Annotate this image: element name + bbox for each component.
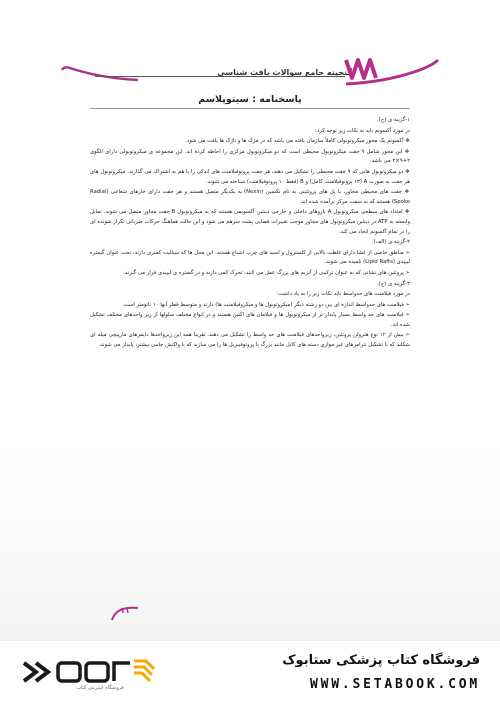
- section-title: پاسخنامه : سیتوپلاسم: [198, 94, 302, 105]
- bullet-item: ❖ این محور شامل ۹ جفت میکروتوبول محیطی است که دو میکروتوبول مرکزی را احاطه کرده اند. این مجموعه ی میکروتوبولی دارای الگوی ۲+۹×۲ می باشد.: [90, 148, 410, 167]
- store-title: فروشگاه کتاب پزشکی ستابوک: [282, 653, 480, 668]
- logo-subtitle: فروشگاه اینترنتی کتاب: [76, 685, 124, 691]
- paragraph: ۳-گزینه ی (ج).: [377, 280, 410, 287]
- bullet-item: ❖ جفت های محیطی مجاور، با پل های پروتئینی به نام نکسین (Nexin) به یکدیگر متصل هستند و هر جفت دارای خارهای شعاعی (Radial Spoke) هستند که به سمت مرکز برآمده شده اند.: [90, 188, 410, 207]
- arrow-item: ➢ مناطق خاصی از غشا دارای غلظت بالایی از کلسترول و اسید های چرب اشباع هستند. این محل ها که سیالیت کمتری دارند، تحت عنوان گستره لیپیدی (Lipid Rafts) نامیده می شوند.: [90, 249, 410, 268]
- store-banner: [0, 640, 500, 701]
- arrow-item: ➢ فیلامنت های حد واسط بسیار پایدار تر از میکروتوبول ها و فیلامان های اکتین هستند و در انواع مختلف سلولها از زیر واحدهای مختلف تشکیل شده اند.: [90, 311, 410, 330]
- bullet-item: ❖ آکسونم یک محور میکروتوبولی کاملاً سازمان یافته می باشد که در مژک ها و تاژک ها یافت می شود.: [90, 137, 410, 147]
- bullet-item: ❖ دو میکروتوبول هایی که ۹ جفت محیطی را تشکیل می دهند، هر جفت پروتوفیلامنت های اندکی را با هم به اشتراک می گذارند. میکروتوبول های هر جفت به صورت A (۱۳ پروتوفیلامنت کامل) و B (فقط ۱۰ پروتوفیلامنت) شناخته می شوند.: [90, 168, 410, 187]
- book-title: گنجینه جامع سوالات بافت شناسی: [217, 68, 352, 77]
- arrow-item: ➢ پروتئین های نشانی که به عنوان ترکیبی از آنزیم های بزرگ عمل می کنند، تحرک کمی دارند و در گستره ی لیپیدی قرار می گیرند.: [90, 269, 410, 279]
- setabook-logo-icon: [18, 655, 158, 689]
- paragraph: ۱-گزینه ی (ج).: [377, 117, 410, 123]
- arrow-item: ➢ فیلامنت های حدواسط اندازه ای بین دو رشته دیگر (میکروتوبول ها و میکروفیلامنت ها) دارند و متوسط قطر آنها ۱۰ نانومتر است.: [90, 301, 410, 311]
- paragraph: در مورد آکسونم باید به نکات زیر توجه کرد:: [315, 127, 410, 134]
- header-ribbon: [344, 58, 440, 88]
- bullet-item: ❖ امتداد های سطحی میکروتوبول A بازوهای داخلی و خارجی دینئین آکسونمی هستند که به میکروتوبول B جفت مجاور متصل می شوند. تمایل وابسته به ATP در دینئین میکروتوبول های مجاور موجب تغییرات فضایی پشت سرهم می شود و این حالت هماهنگ حرکات ضربانی تکرار شونده ای را در تمام آکسونم ایجاد می کند.: [90, 208, 410, 237]
- arrow-item: ➢ بیش از ۱۲ نوع هترولن پروتئین، زیرواحدهای فیلامنت های حد واسط را تشکیل می دهند. تقریبا همه این زیرواحدها دایمرهای مارپیچی میله ای شکلند که با تشکیل تترامرهای غیر موازی دسته های کابل مانند بزرگ یا پروتوفیبریل ها را می سازند که با واکنش جانبی بیشتر، پایدار می شوند.: [90, 331, 410, 350]
- paragraph: ۲-گزینه ی (الف).: [371, 239, 410, 246]
- header-ornament: [60, 60, 140, 90]
- store-url-link[interactable]: WWW.SETABOOK.COM: [309, 677, 480, 692]
- page-number: ۱۱: [120, 606, 130, 615]
- answer-content: [90, 116, 410, 352]
- section-divider: [90, 108, 410, 109]
- paragraph: در مورد فیلامنت های حدواسط باید نکات زیر را به یاد داشت:: [276, 291, 410, 298]
